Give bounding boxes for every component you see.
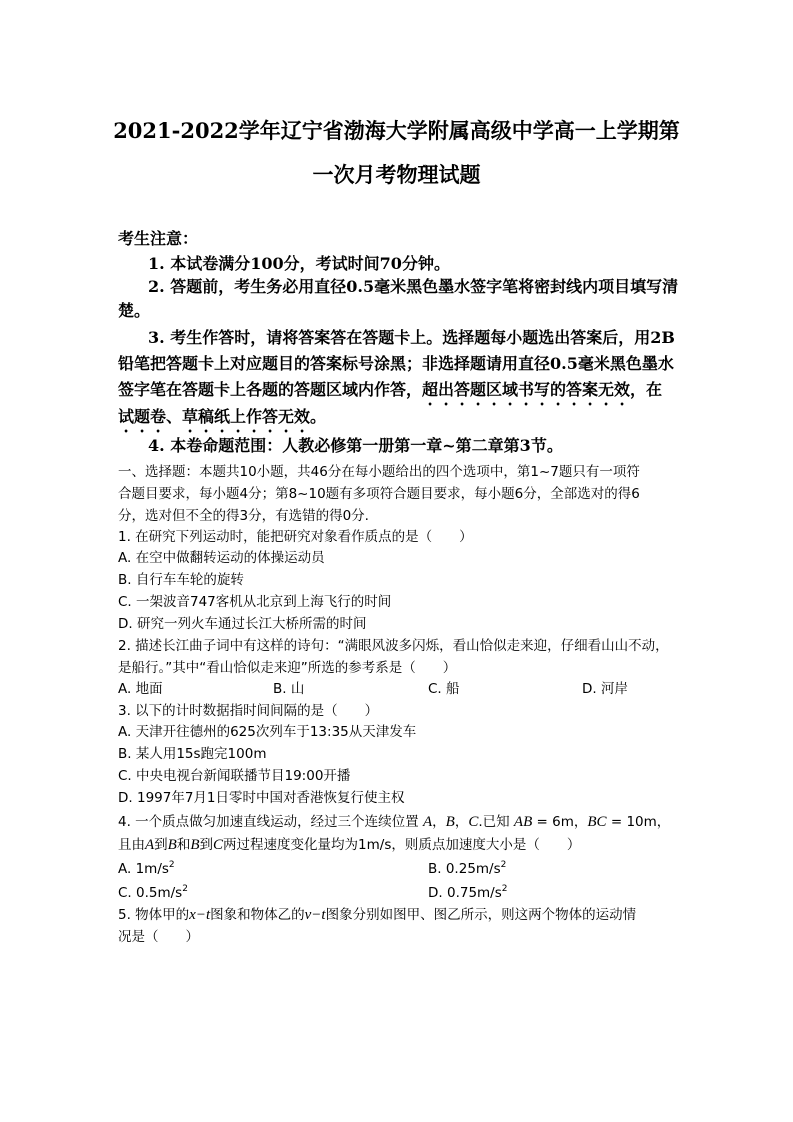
q2-option-b: B. 山 — [273, 681, 305, 697]
section-instructions-line1: 一、选择题：本题共10小题，共46分在每小题给出的四个选项中，第1~7题只有一项符 — [118, 464, 640, 480]
var-b: B — [167, 837, 177, 853]
q4-text: .已知 — [478, 814, 510, 830]
section-instructions-line2: 合题目要求，每小题4分；第8~10题有多项符合题目要求，每小题6分，全部选对的得6 — [118, 486, 640, 502]
q3-option-b: B. 某人用15s跑完100m — [118, 746, 267, 762]
notice-item-3-text: 签字笔在答题卡上各题的答题区域内作答， — [118, 380, 423, 399]
exam-title-line2: 一次月考物理试题 — [312, 162, 481, 187]
superscript: 2 — [168, 860, 175, 870]
q4-text: 4. 一个质点做匀加速直线运动，经过三个连续位置 — [118, 814, 419, 830]
notice-item-3-line1: 3. 考生作答时，请将答案答在答题卡上。选择题每小题选出答案后，用2B — [148, 328, 675, 347]
notice-item-2-line2: 楚。 — [118, 301, 151, 320]
q2-option-c: C. 船 — [428, 681, 460, 697]
comma: ， — [573, 814, 588, 830]
emphasis-text: 超出答题区域书写的答案无效 — [422, 380, 631, 399]
var-a: A — [145, 837, 155, 853]
notice-item-3-line4 — [118, 406, 326, 436]
q4-option-d — [428, 883, 508, 903]
q1-option-a: A. 在空中做翻转运动的体操运动员 — [118, 550, 325, 566]
notice-item-1: 1. 本试卷满分100分，考试时间70分钟。 — [148, 254, 450, 273]
q4-option-d-label: D. 0.75m/s — [428, 885, 502, 901]
q4-text: 和 — [176, 837, 191, 853]
q5-stem-line2: 况是（ ） — [118, 929, 199, 945]
q4-text: 到 — [154, 837, 168, 853]
q4-text: 两过程速度变化量均为1m/s，则质点加速度大小是（ ） — [223, 837, 581, 853]
var-a: A — [422, 814, 433, 830]
emphasis-text: 试题卷、草稿纸上作答无效 — [118, 407, 311, 426]
q3-option-a: A. 天津开往德州的625次列车于13:35从天津发车 — [118, 724, 417, 740]
q2-option-a: A. 地面 — [118, 681, 163, 697]
q1-option-b: B. 自行车车轮的旋转 — [118, 572, 244, 588]
notice-item-4: 4. 本卷命题范围：人教必修第一册第一章~第二章第3节。 — [148, 436, 563, 455]
q4-text: 且由 — [118, 837, 145, 853]
q1-stem: 1. 在研究下列运动时，能把研究对象看作质点的是（ ） — [118, 529, 473, 545]
q4-option-b — [428, 859, 506, 879]
ab-value: = 6m — [532, 814, 574, 830]
q4-stem-line1 — [118, 812, 670, 832]
superscript: 2 — [182, 884, 188, 894]
q1-option-d: D. 研究一列火车通过长江大桥所需的时间 — [118, 616, 367, 632]
q2-option-d: D. 河岸 — [582, 681, 628, 697]
var-bc: BC — [587, 814, 607, 830]
exam-title-line1: 2021-2022学年辽宁省渤海大学附属高级中学高一上学期第 — [113, 118, 680, 143]
comma: ， — [432, 814, 446, 830]
q5-text: 图象和物体乙的 — [210, 907, 305, 923]
notice-item-3-line3 — [118, 379, 662, 409]
q4-text: 到 — [199, 837, 214, 853]
comma: ， — [656, 814, 671, 830]
var-ab: AB — [513, 814, 533, 830]
var-b: B — [445, 814, 455, 830]
q4-option-c-label: C. 0.5m/s — [118, 885, 183, 901]
xt-symbol: x−t — [189, 907, 211, 923]
notice-item-3-text-end: ，在 — [630, 380, 663, 399]
q2-stem-line1: 2. 描述长江曲子词中有这样的诗句：“满眼风波多闪烁，看山恰似走来迎，仔细看山山不动， — [118, 638, 669, 654]
q3-option-d: D. 1997年7月1日零时中国对香港恢复行使主权 — [118, 790, 405, 806]
q4-option-a — [118, 859, 175, 879]
notice-item-3-line2: 铅笔把答题卡上对应题目的答案标号涂黑；非选择题请用直径0.5毫米黑色墨水 — [118, 354, 674, 373]
var-c: C — [213, 837, 224, 853]
var-b: B — [190, 837, 200, 853]
q5-text: 图象分别如图甲、图乙所示，则这两个物体的运动情 — [325, 907, 637, 923]
q3-stem: 3. 以下的计时数据指时间间隔的是（ ） — [118, 703, 379, 719]
q3-option-c: C. 中央电视台新闻联播节目19:00开播 — [118, 768, 351, 784]
notice-item-3-period: 。 — [310, 407, 327, 426]
notice-heading: 考生注意： — [118, 229, 199, 248]
q4-option-a-label: A. 1m/s — [118, 861, 169, 877]
q5-stem-line1 — [118, 905, 636, 925]
q4-stem-line2 — [118, 835, 580, 855]
q5-text: 5. 物体甲的 — [118, 907, 190, 923]
section-instructions-line3: 分，选对但不全的得3分，有选错的得0分. — [118, 508, 369, 524]
bc-value: = 10m — [606, 814, 657, 830]
comma: ， — [454, 814, 469, 830]
q1-option-c: C. 一架波音747客机从北京到上海飞行的时间 — [118, 594, 392, 610]
superscript: 2 — [500, 860, 507, 870]
notice-item-2-line1: 2. 答题前，考生务必用直径0.5毫米黑色墨水签字笔将密封线内项目填写清 — [148, 277, 679, 296]
q2-stem-line2: 是船行。”其中“看山恰似走来迎”所选的参考系是（ ） — [118, 660, 457, 676]
var-c: C — [468, 814, 479, 830]
q4-option-c — [118, 883, 188, 903]
superscript: 2 — [501, 884, 508, 894]
vt-symbol: v−t — [304, 907, 326, 923]
q4-option-b-label: B. 0.25m/s — [428, 861, 501, 877]
